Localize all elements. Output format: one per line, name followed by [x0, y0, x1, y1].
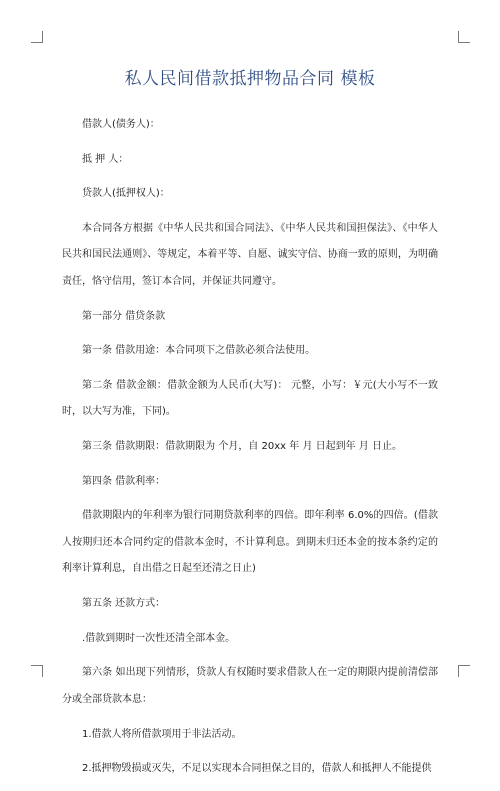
paragraph-article-5-heading: 第五条 还款方式：: [82, 598, 166, 609]
paragraph-article-6: 第六条 如出现下列情形，贷款人有权随时要求借款人在一定的期限内提前清偿部分或全部贷款本息：: [62, 667, 438, 705]
document-title: 私人民间借款抵押物品合同 模板: [124, 69, 376, 89]
paragraph-article-6-item-2: 2.抵押物毁损或灭失，不足以实现本合同担保之目的，借款人和抵押人不能提供: [82, 763, 432, 774]
paragraph-preamble: 本合同各方根据《中华人民共和国合同法》、《中华人民共和国担保法》、《中华人民共和国民法通则》、等规定，本着平等、自愿、诚实守信、协商一致的原则，为明确责任，恪守信用，签订本合同，并保证共同遵守。: [62, 222, 438, 287]
paragraph-article-6-item-1: 1.借款人将所借款项用于非法活动。: [82, 728, 242, 740]
crop-mark-top-left: [31, 31, 43, 43]
paragraph-article-4-body: 借款期限内的年利率为银行同期贷款利率的四倍。即年利率 6.0%的四倍。(借款人按期归还本合同约定的借款本金时，不计算利息。到期未归还本金的按本条约定的利率计算利息，自出借之日起至还清之日止): [62, 510, 438, 574]
paragraph-article-4-heading: 第四条 借款利率：: [82, 475, 166, 487]
paragraph-part-one-heading: 第一部分 借贷条款: [82, 310, 166, 322]
crop-mark-bottom-right: [458, 665, 470, 677]
paragraph-article-3: 第三条 借款期限：借款期限为 个月，自 20xx 年 月 日起到年 月 日止。: [82, 441, 402, 452]
document-body: [62, 112, 438, 791]
crop-mark-bottom-left: [31, 665, 43, 677]
paragraph-borrower: 借款人(债务人)：: [82, 119, 160, 130]
crop-mark-top-right: [458, 31, 470, 43]
paragraph-article-2: 第二条 借款金额：借款金额为人民币(大写)： 元整，小写：￥元(大小写不一致时，以大写为准，下同)。: [62, 379, 438, 417]
paragraph-lender: 贷款人(抵押权人)：: [82, 188, 170, 199]
paragraph-mortgagor: 抵 押 人：: [82, 153, 129, 165]
paragraph-article-1: 第一条 借款用途：本合同项下之借款必须合法使用。: [82, 345, 316, 356]
paragraph-article-5-body: .借款到期时一次性还清全部本金。: [82, 632, 236, 644]
